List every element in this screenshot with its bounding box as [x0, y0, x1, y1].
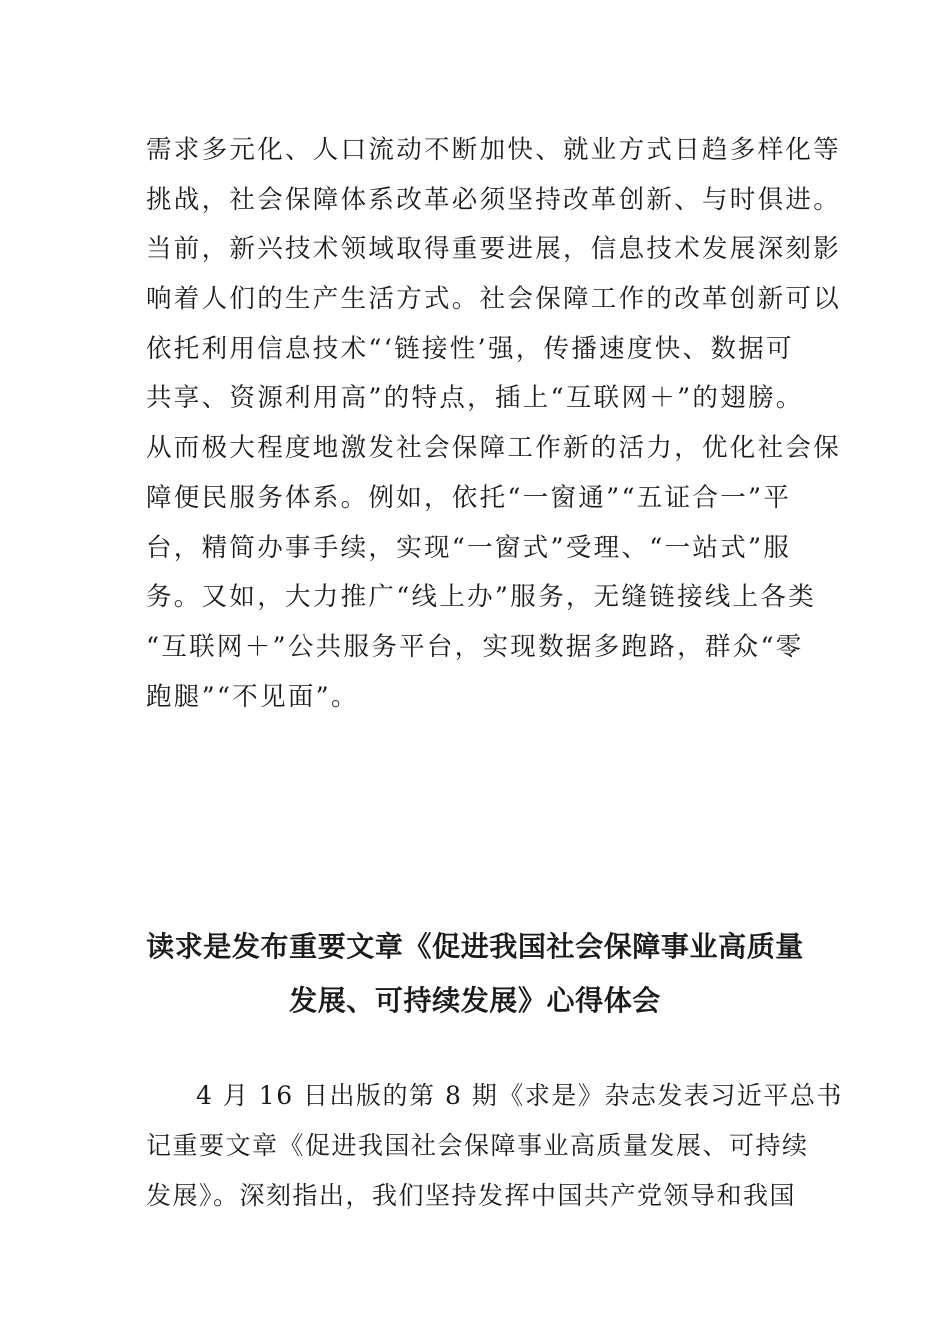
- continued-paragraph: [146, 126, 842, 722]
- paragraph-line: 需求多元化、人口流动不断加快、就业方式日趋多样化等: [146, 135, 842, 165]
- paragraph-line: 台，精简办事手续，实现“一窗式”受理、“一站式”服: [146, 532, 792, 563]
- paragraph-line: “互联网＋”公共服务平台，实现数据多跑路，群众“零: [146, 631, 804, 662]
- paragraph-line: 4 月 16 日出版的第 8 期《求是》杂志发表习近平总书: [196, 1081, 843, 1110]
- paragraph-line: 从而极大程度地激发社会保障工作新的活力，优化社会保: [146, 433, 842, 464]
- paragraph-line: 当前，新兴技术领域取得重要进展，信息技术发展深刻影: [146, 234, 842, 265]
- title-line: 发展、可持续发展》心得体会: [289, 984, 661, 1017]
- paragraph-line: 记重要文章《促进我国社会保障事业高质量发展、可持续: [146, 1131, 809, 1160]
- article-intro-paragraph: [146, 1071, 843, 1221]
- paragraph-line: 挑战，社会保障体系改革必须坚持改革创新、与时俱进。: [146, 184, 842, 215]
- article-title: [120, 920, 830, 1028]
- paragraph-line: 跑腿”“不见面”。: [146, 681, 359, 712]
- paragraph-line: 共享、资源利用高”的特点，插上“互联网＋”的翅膀。: [146, 383, 804, 414]
- paragraph-line: 务。又如，大力推广“线上办”服务，无缝链接线上各类: [146, 582, 817, 613]
- paragraph-line: 依托利用信息技术“‘链接性’强，传播速度快、数据可: [146, 333, 794, 364]
- title-line: 读求是发布重要文章《促进我国社会保障事业高质量: [146, 930, 804, 963]
- paragraph-line: 发展》。深刻指出，我们坚持发挥中国共产党领导和我国: [146, 1181, 797, 1210]
- paragraph-line: 障便民服务体系。例如，依托“一窗通”“五证合一”平: [146, 482, 792, 513]
- paragraph-line: 响着人们的生产生活方式。社会保障工作的改革创新可以: [146, 284, 842, 315]
